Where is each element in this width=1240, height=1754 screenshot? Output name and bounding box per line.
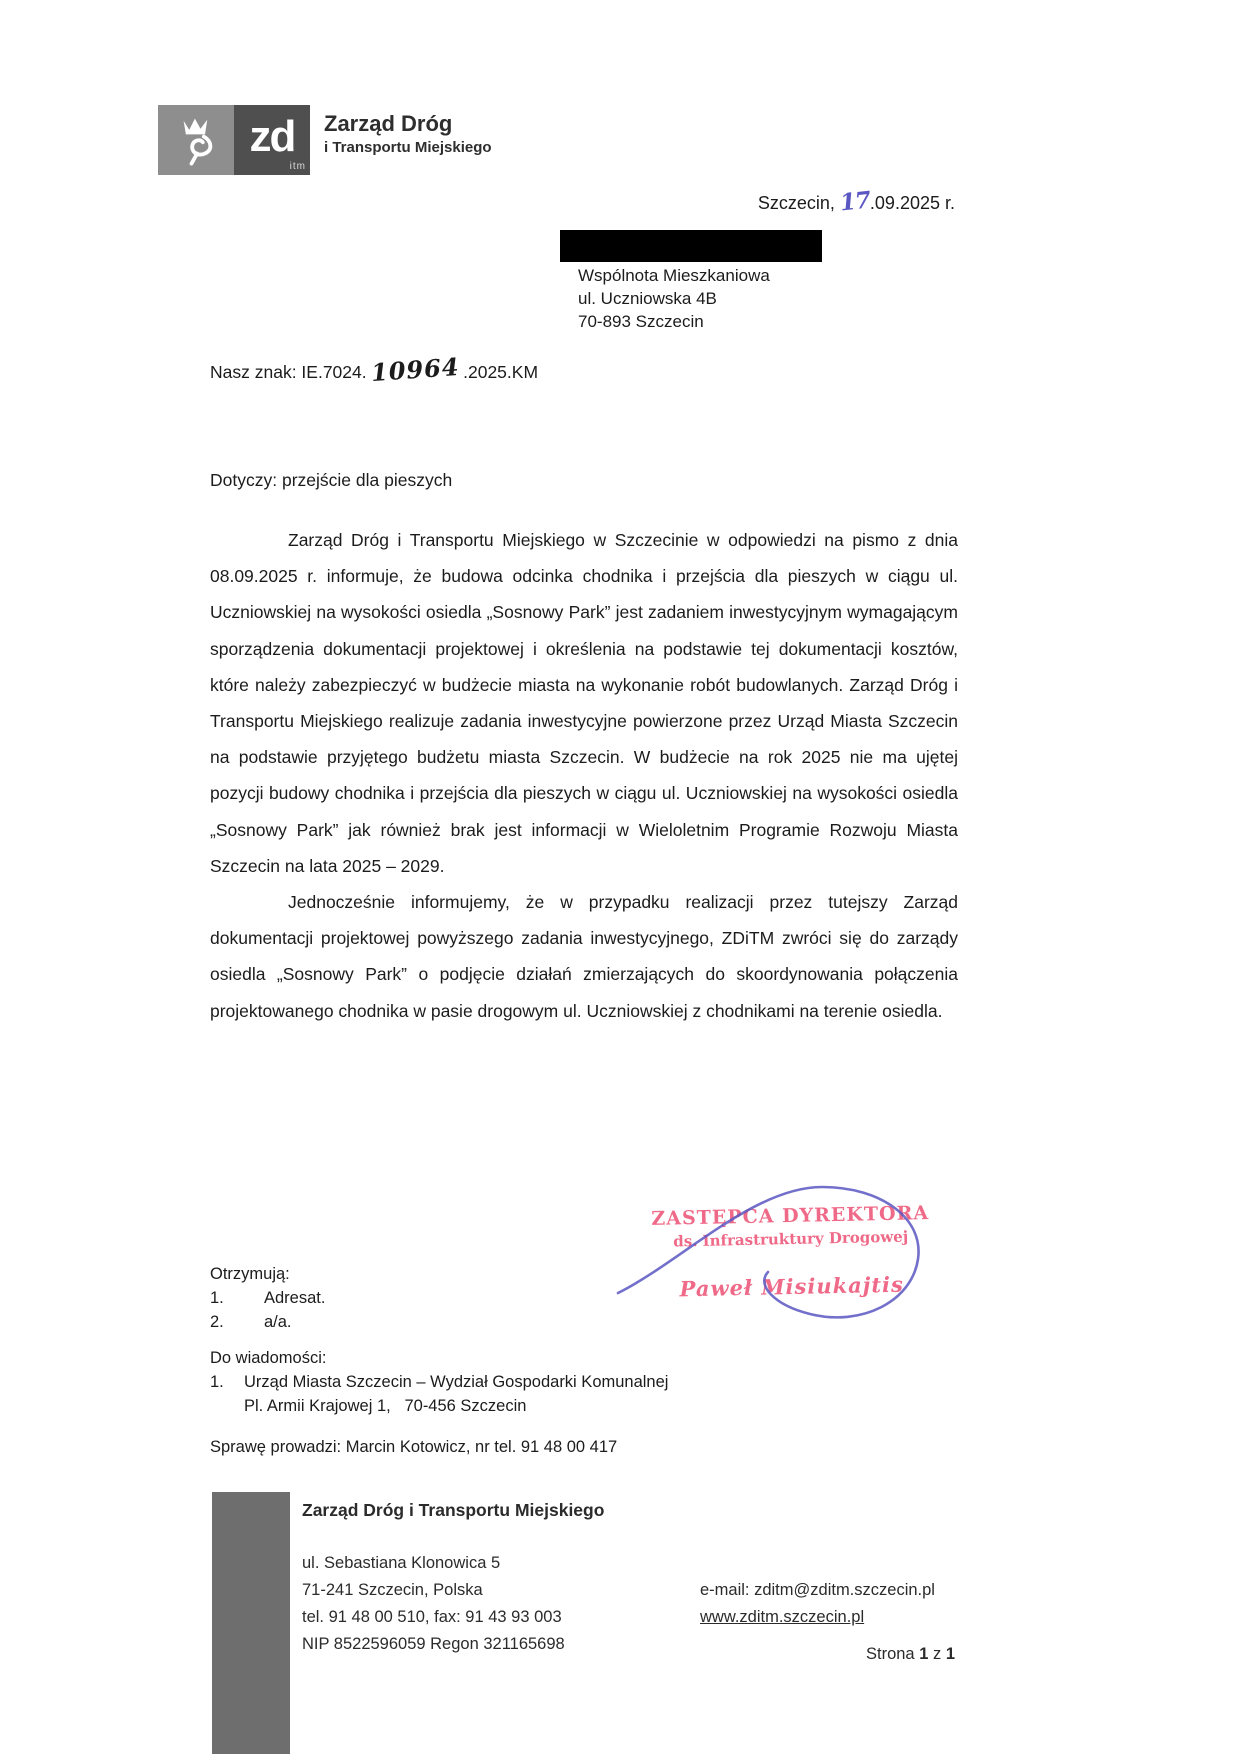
cc-heading: Do wiadomości:	[210, 1349, 327, 1367]
stamp-subtitle: ds. Infrastruktury Drogowej	[673, 1227, 909, 1251]
recipient-text: Adresat.	[264, 1289, 326, 1307]
footer-org-name: Zarząd Dróg i Transportu Miejskiego	[302, 1500, 605, 1520]
recipient-number: 2.	[210, 1313, 224, 1331]
addressee-block	[578, 264, 770, 333]
case-officer-line: Sprawę prowadzi: Marcin Kotowicz, nr tel. 91 48 00 417	[210, 1438, 618, 1456]
list-item	[210, 1310, 325, 1334]
footer-contact-block	[700, 1577, 935, 1631]
stamp-title: ZASTĘPCA DYREKTORA	[651, 1202, 930, 1230]
handwritten-day: 17	[838, 186, 872, 217]
recipients-heading: Otrzymują:	[210, 1265, 290, 1283]
footer-address-block	[302, 1550, 565, 1658]
org-name-line2: i Transportu Miejskiego	[324, 139, 492, 156]
page-number-total: 1	[945, 1645, 955, 1663]
handwritten-reference-number: 10964	[369, 351, 461, 388]
cc-indent	[210, 1394, 244, 1418]
recipient-text: a/a.	[264, 1313, 292, 1331]
addressee-street: ul. Uczniowska 4B	[578, 289, 717, 308]
body-paragraph-2: Jednocześnie informujemy, że w przypadku realizacji przez tutejszy Zarząd dokumentacji projektowej powyższego zadania inwestycyjnego, ZDiTM zwróci się do zarządy osiedla „Sosnowy Park” o podjęcie działań zmierzających do skoordynowania połączenia projektowanego chodnika w pasie drogowym ul. Uczniowskiej z chodnikami na terenie osiedla.	[210, 892, 958, 1021]
cc-text: Urząd Miasta Szczecin – Wydział Gospodarki Komunalnej	[244, 1373, 669, 1391]
recipient-number: 1.	[210, 1289, 224, 1307]
page-number-label: Strona	[866, 1645, 920, 1663]
handwritten-signature-loop	[612, 1175, 952, 1355]
zd-logo-mark	[234, 105, 310, 175]
page-number-sep: z	[928, 1645, 946, 1663]
reference-line	[210, 351, 539, 388]
zditm-logo	[158, 105, 492, 175]
logo-zd-text: zd	[249, 112, 295, 161]
page-number	[866, 1645, 955, 1664]
footer-city: 71-241 Szczecin, Polska	[302, 1581, 483, 1599]
reference-prefix: Nasz znak: IE.7024.	[210, 362, 367, 382]
cc-address: Pl. Armii Krajowej 1, 70-456 Szczecin	[244, 1397, 527, 1415]
body-paragraph-1: Zarząd Dróg i Transportu Miejskiego w Szczecinie w odpowiedzi na pismo z dnia 08.09.2025 r. informuje, że budowa odcinka chodnika i przejścia dla pieszych w ciągu ul. Uczniowskiej na wysokości osiedla „Sosnowy Park” jest zadaniem inwestycyjnym wymagającym sporządzenia dokumentacji projektowej i określenia na podstawie tej dokumentacji kosztów, które należy zabezpieczyć w budżecie miasta na wykonanie robót budowlanych. Zarząd Dróg i Transportu Miejskiego realizuje zadania inwestycyjne powierzone przez Urząd Miasta Szczecin na podstawie przyjętego budżetu miasta Szczecin. W budżecie na rok 2025 nie ma ujętej pozycji budowy chodnika i przejścia dla pieszych w ciągu ul. Uczniowskiej na wysokości osiedla „Sosnowy Park” jak również brak jest informacji w Wieloletnim Programie Rozwoju Miasta Szczecin na lata 2025 – 2029.	[210, 530, 958, 876]
stamp-signature-name: Paweł Misiukajtis	[679, 1271, 905, 1302]
org-name-line1: Zarząd Dróg	[324, 111, 453, 136]
subject-line: Dotyczy: przejście dla pieszych	[210, 470, 453, 490]
footer-ids: NIP 8522596059 Regon 321165698	[302, 1635, 565, 1653]
list-item	[210, 1394, 668, 1418]
cc-number: 1.	[210, 1373, 224, 1391]
date-line	[758, 188, 955, 215]
cc-section	[210, 1346, 668, 1418]
date-rest: .09.2025 r.	[869, 193, 955, 213]
date-city: Szczecin,	[757, 193, 840, 213]
addressee-city: 70-893 Szczecin	[578, 312, 704, 331]
org-name	[324, 105, 492, 156]
list-item	[210, 1286, 325, 1310]
griffin-logo-icon	[158, 105, 234, 175]
footer-street: ul. Sebastiana Klonowica 5	[302, 1554, 501, 1572]
logo-itm-text: itm	[289, 161, 306, 172]
footer-email: e-mail: zditm@zditm.szczecin.pl	[700, 1581, 935, 1599]
reference-suffix: .2025.KM	[463, 362, 539, 382]
redaction-bar	[560, 230, 822, 262]
footer-website-link[interactable]: www.zditm.szczecin.pl	[700, 1608, 865, 1626]
list-item	[210, 1370, 668, 1394]
footer-phone: tel. 91 48 00 510, fax: 91 43 93 003	[302, 1608, 562, 1626]
page-number-current: 1	[919, 1645, 929, 1663]
recipients-section	[210, 1262, 325, 1334]
letter-body	[210, 522, 958, 1029]
footer-gray-bar	[212, 1492, 290, 1754]
addressee-name: Wspólnota Mieszkaniowa	[578, 266, 770, 285]
